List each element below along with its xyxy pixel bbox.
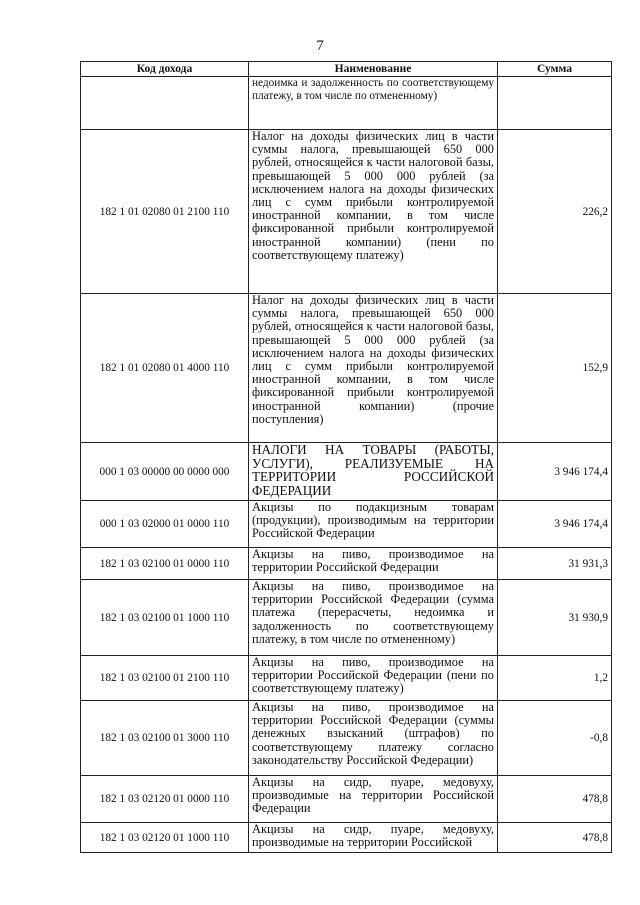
row-name: Акцизы на сидр, пуаре, медовуху, производимые на территории Российской Федерации <box>249 776 498 823</box>
row-code: 182 1 01 02080 01 4000 110 <box>81 294 249 443</box>
table-row <box>81 130 612 294</box>
row-code: 000 1 03 00000 00 0000 000 <box>81 443 249 501</box>
table-row <box>81 656 612 701</box>
row-name: Акцизы на пиво, производимое на территории Российской Федерации (пени по соответствующему платежу) <box>249 656 498 701</box>
header-code: Код дохода <box>81 62 249 77</box>
page-number: 7 <box>316 38 324 54</box>
row-name: НАЛОГИ НА ТОВАРЫ (РАБОТЫ, УСЛУГИ), РЕАЛИЗУЕМЫЕ НА ТЕРРИТОРИИ РОССИЙСКОЙ ФЕДЕРАЦИИ <box>249 443 498 501</box>
table-header-row <box>81 62 612 77</box>
table-row <box>81 443 612 501</box>
row-name: Акцизы на сидр, пуаре, медовуху, производимые на территории Российской <box>249 823 498 853</box>
table-row <box>81 776 612 823</box>
row-code: 182 1 03 02100 01 1000 110 <box>81 580 249 656</box>
row-sum: 478,8 <box>498 776 612 823</box>
row-sum <box>498 77 612 130</box>
row-sum: 3 946 174,4 <box>498 443 612 501</box>
row-sum: 1,2 <box>498 656 612 701</box>
row-code: 182 1 03 02100 01 3000 110 <box>81 701 249 776</box>
row-code: 182 1 01 02080 01 2100 110 <box>81 130 249 294</box>
row-name: Налог на доходы физических лиц в части суммы налога, превышающей 650 000 рублей, относящейся к части налоговой базы, превышающей 5 000 000 рублей (за исключением налога на доходы физических лиц с сумм прибыли контролируемой иностранной компании, в том числе фиксированной прибыли контролируемой иностранной компании) (пени по соответствующему платежу) <box>249 130 498 294</box>
row-sum: 31 931,3 <box>498 548 612 580</box>
table-row <box>81 580 612 656</box>
row-code: 182 1 03 02120 01 1000 110 <box>81 823 249 853</box>
table-row <box>81 77 612 130</box>
table-row <box>81 701 612 776</box>
row-code: 182 1 03 02120 01 0000 110 <box>81 776 249 823</box>
header-name: Наименование <box>249 62 498 77</box>
row-name: Акцизы по подакцизным товарам (продукции), производимым на территории Российской Федерации <box>249 501 498 548</box>
row-name: Акцизы на пиво, производимое на территории Российской Федерации <box>249 548 498 580</box>
row-code: 000 1 03 02000 01 0000 110 <box>81 501 249 548</box>
row-sum: 3 946 174,4 <box>498 501 612 548</box>
row-sum: 478,8 <box>498 823 612 853</box>
table-row <box>81 548 612 580</box>
row-name: Акцизы на пиво, производимое на территории Российской Федерации (суммы денежных взысканий (штрафов) по соответствующему платежу согласно законодательству Российской Федерации) <box>249 701 498 776</box>
table-row <box>81 823 612 853</box>
row-code <box>81 77 249 130</box>
row-name: Налог на доходы физических лиц в части суммы налога, превышающей 650 000 рублей, относящейся к части налоговой базы, превышающей 5 000 000 рублей (за исключением налога на доходы физических лиц с сумм прибыли контролируемой иностранной компании, в том числе фиксированной прибыли контролируемой иностранной компании) (прочие поступления) <box>249 294 498 443</box>
row-name: Акцизы на пиво, производимое на территории Российской Федерации (сумма платежа (перерасчеты, недоимка и задолженность по соответствующему платежу, в том числе по отмененному) <box>249 580 498 656</box>
table-row <box>81 501 612 548</box>
row-sum: -0,8 <box>498 701 612 776</box>
row-sum: 152,9 <box>498 294 612 443</box>
table-row <box>81 294 612 443</box>
row-sum: 226,2 <box>498 130 612 294</box>
row-sum: 31 930,9 <box>498 580 612 656</box>
header-sum: Сумма <box>498 62 612 77</box>
row-code: 182 1 03 02100 01 2100 110 <box>81 656 249 701</box>
row-code: 182 1 03 02100 01 0000 110 <box>81 548 249 580</box>
revenue-table <box>80 61 612 853</box>
row-name: недоимка и задолженность по соответствующему платежу, в том числе по отмененному) <box>249 77 498 130</box>
